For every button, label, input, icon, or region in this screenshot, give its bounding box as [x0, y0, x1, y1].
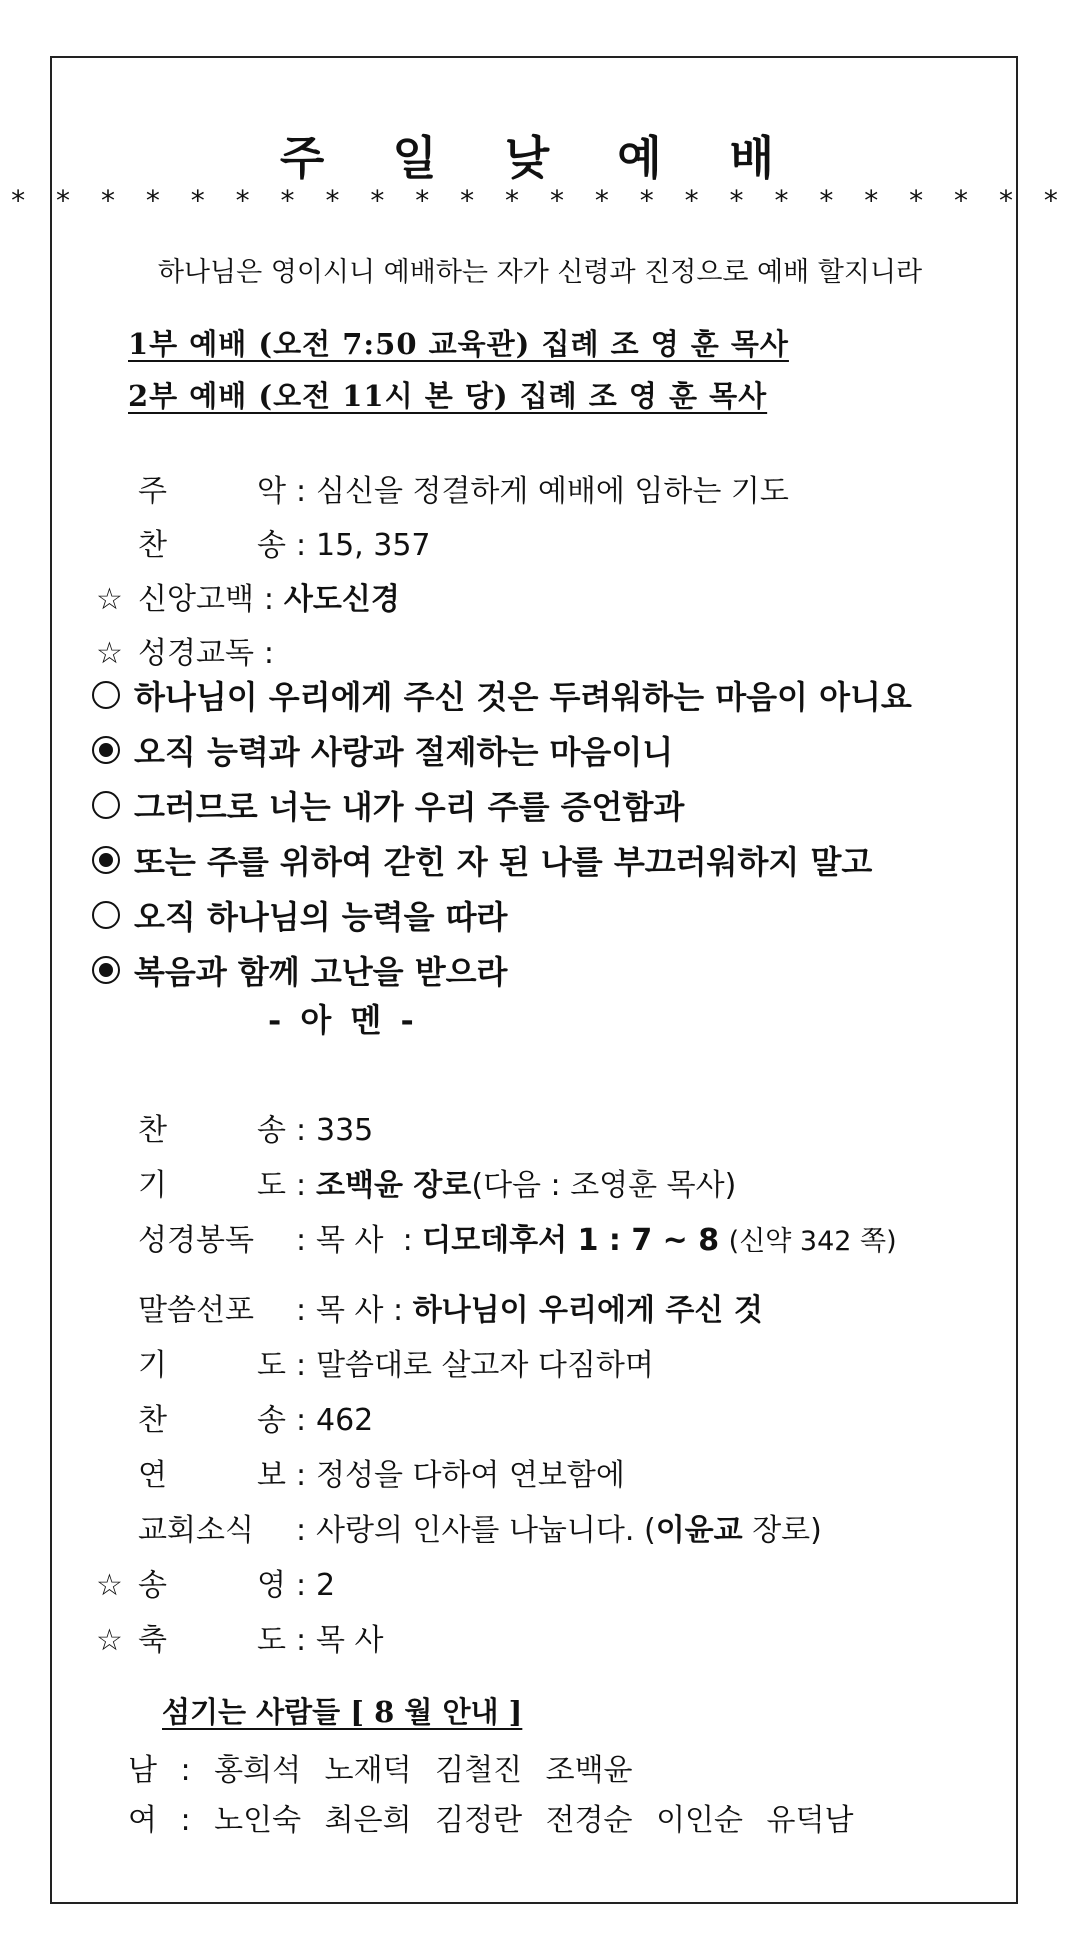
order-prayer: 기 도 : 조백윤 장로(다음 : 조영훈 목사)	[138, 1168, 737, 1203]
hymn-1-value: 15, 357	[316, 528, 431, 563]
order-bible-reading: 성경봉독 : 목 사 : 디모데후서 1 : 7 ~ 8 (신약 342 쪽)	[138, 1223, 897, 1258]
service-second: 2부 예배 (오전 11시 본 당) 집례 조 영 훈 목사	[128, 379, 768, 413]
order-church-news: 교회소식 : 사랑의 인사를 나눕니다. (이윤교 장로)	[138, 1513, 822, 1548]
order-benediction: ☆ 축 도 : 목 사	[96, 1623, 384, 1658]
reading-line-1: 하나님이 우리에게 주신 것은 두려워하는 마음이 아니요	[92, 672, 912, 718]
prelude-value: 심신을 정결하게 예배에 임하는 기도	[316, 474, 789, 509]
order-hymn-2: 찬 송 : 335	[138, 1113, 374, 1148]
order-prayer-2: 기 도 : 말씀대로 살고자 다짐하며	[138, 1348, 654, 1383]
star-icon: ☆	[96, 1568, 123, 1603]
order-hymn-1: 찬 송 : 15, 357	[96, 520, 996, 564]
ushers-title: 섬기는 사람들 [ 8 월 안내 ]	[162, 1695, 523, 1729]
prelude-label: 주 악	[138, 474, 286, 509]
radio-empty-icon	[92, 681, 120, 709]
creed-label: 신앙고백	[138, 582, 254, 617]
radio-filled-icon	[92, 956, 120, 984]
star-divider: * * * * * * * * * * * * * * * * * * * * * * * *	[11, 184, 1069, 217]
reading-line-4: 또는 주를 위하여 갇힌 자 된 나를 부끄러워하지 말고	[92, 837, 872, 883]
ushers-men: 남 : 홍희석 노재덕 김철진 조백윤	[128, 1753, 633, 1788]
order-prelude: 주 악 : 심신을 정결하게 예배에 임하는 기도	[96, 466, 996, 510]
hymn-1-label: 찬 송	[138, 528, 286, 563]
ushers-women: 여 : 노인숙 최은희 김정란 전경순 이인순 유덕남	[128, 1803, 854, 1838]
service-first: 1부 예배 (오전 7:50 교육관) 집례 조 영 훈 목사	[128, 327, 789, 361]
amen: - 아 멘 -	[268, 1001, 418, 1039]
radio-empty-icon	[92, 901, 120, 929]
order-doxology: ☆ 송 영 : 2	[96, 1568, 336, 1603]
star-icon: ☆	[96, 636, 123, 671]
reading-line-2: 오직 능력과 사랑과 절제하는 마음이니	[92, 727, 673, 773]
creed-value: 사도신경	[283, 582, 400, 617]
order-offering: 연 보 : 정성을 다하여 연보함에	[138, 1458, 625, 1493]
reading-label: 성경교독	[138, 636, 254, 671]
star-icon: ☆	[96, 582, 123, 617]
page-title: 주 일 낮 예 배	[279, 131, 801, 185]
order-reading-label: ☆ 성경교독 :	[96, 628, 996, 672]
reading-line-3: 그러므로 너는 내가 우리 주를 증언함과	[92, 782, 684, 828]
reading-line-6: 복음과 함께 고난을 받으라	[92, 947, 507, 993]
radio-empty-icon	[92, 791, 120, 819]
star-icon: ☆	[96, 1623, 123, 1658]
order-creed: ☆ 신앙고백 : 사도신경	[96, 574, 996, 618]
radio-filled-icon	[92, 846, 120, 874]
reading-line-5: 오직 하나님의 능력을 따라	[92, 892, 507, 938]
order-sermon: 말씀선포 : 목 사 : 하나님이 우리에게 주신 것	[138, 1293, 763, 1328]
theme-verse: 하나님은 영이시니 예배하는 자가 신령과 진정으로 예배 할지니라	[157, 257, 923, 288]
radio-filled-icon	[92, 736, 120, 764]
order-hymn-3: 찬 송 : 462	[138, 1403, 374, 1438]
